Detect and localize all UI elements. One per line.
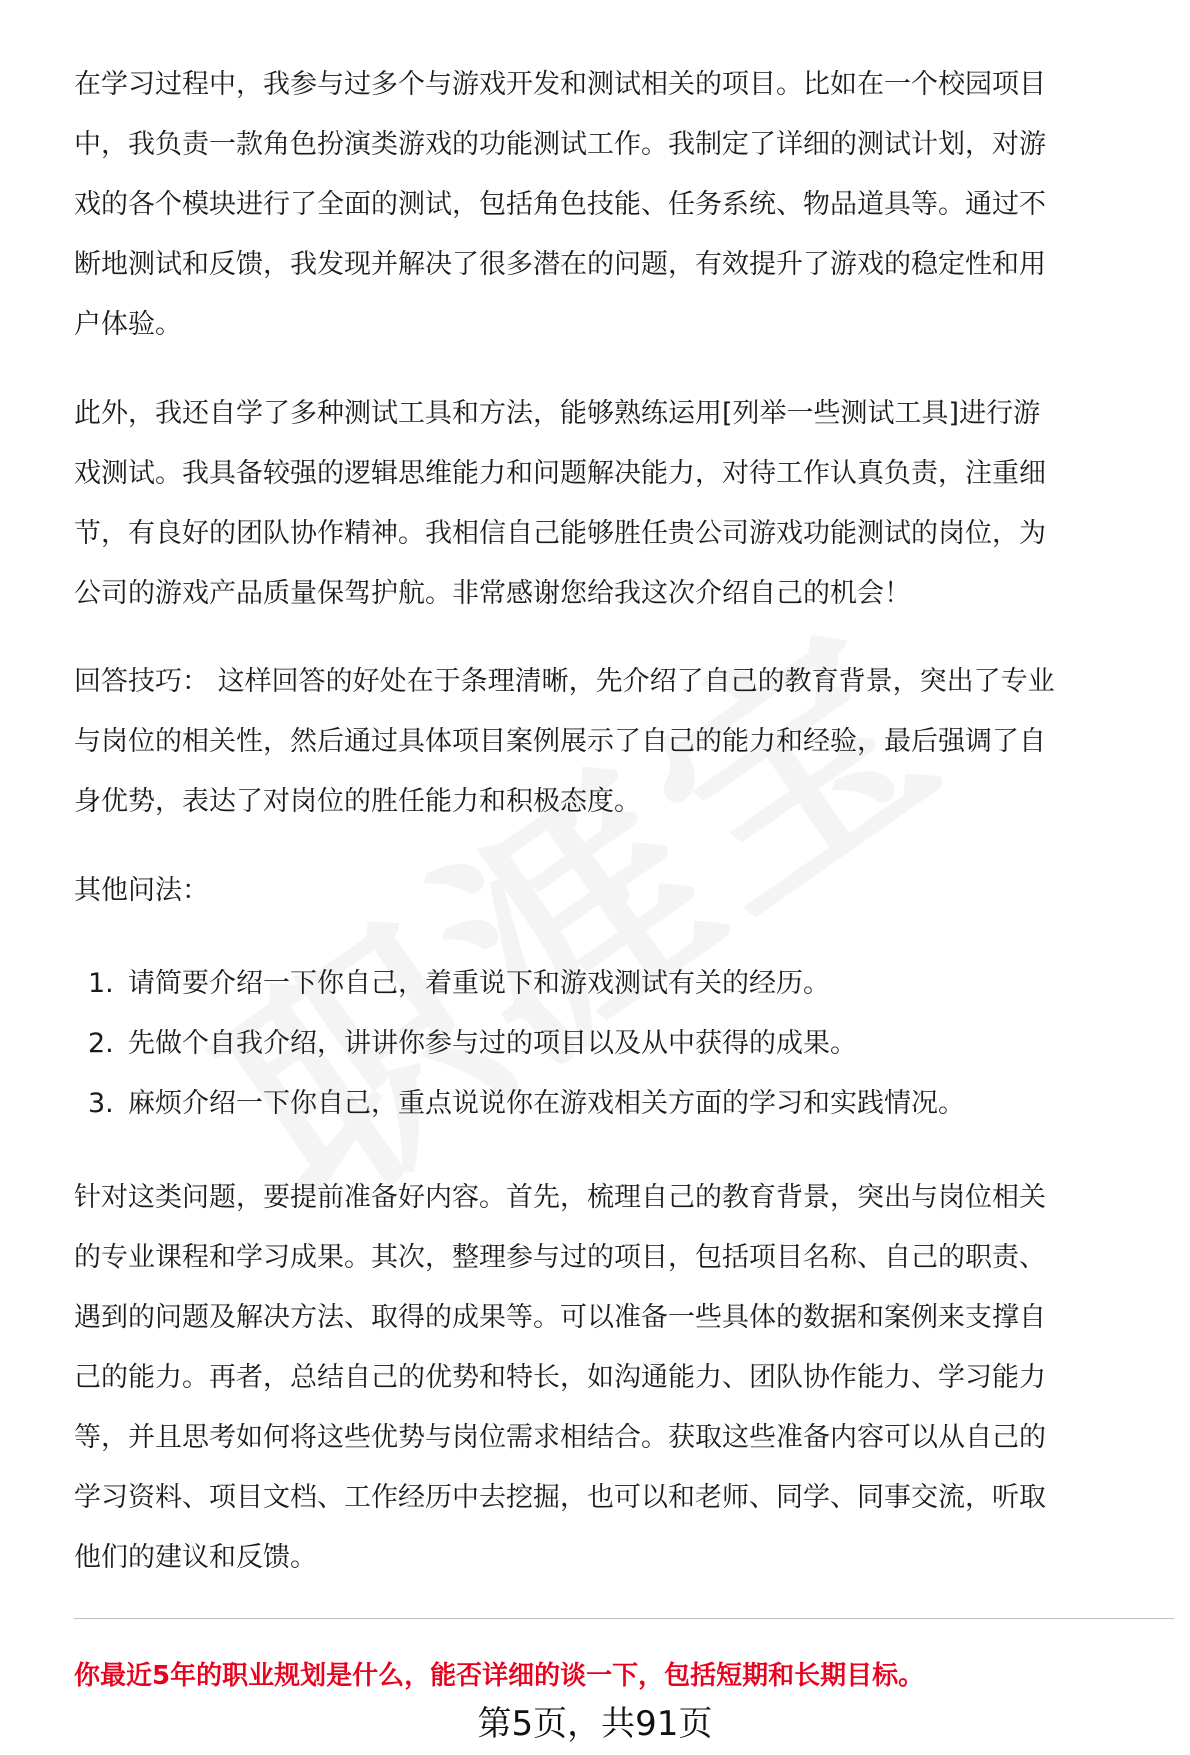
list-item-text: 请简要介绍一下你自己，着重说下和游戏测试有关的经历。: [128, 968, 830, 999]
list-item: [88, 1014, 965, 1074]
list-item-number: 3.: [88, 1088, 114, 1119]
paragraph-answer-tips: 回答技巧： 这样回答的好处在于条理清晰，先介绍了自己的教育背景，突出了专业 与岗位的相关性，然后通过具体项目案例展示了自己的能力和经验，最后强调了自 身优势，表达了对岗位的胜任能力和积极态度。: [74, 666, 1055, 817]
list-item-text: 麻烦介绍一下你自己，重点说说你在游戏相关方面的学习和实践情况。: [128, 1088, 965, 1119]
next-question-heading: 你最近5年的职业规划是什么，能否详细的谈一下，包括短期和长期目标。: [74, 1661, 925, 1691]
paragraph-other-phrasings-heading: 其他问法：: [74, 875, 209, 906]
section-divider: [74, 1618, 1174, 1619]
alternate-questions-list: [88, 954, 965, 1134]
page-number-footer: 第5页，共91页: [477, 1704, 713, 1744]
list-item-number: 1.: [88, 968, 114, 999]
paragraph-preparation-advice: 针对这类问题，要提前准备好内容。首先，梳理自己的教育背景，突出与岗位相关 的专业课程和学习成果。其次，整理参与过的项目，包括项目名称、自己的职责、 遇到的问题及解决方法、取得的成果等。可以准备一些具体的数据和案例来支撑自 己的能力。再者，总结自己的优势和特长，如沟通能力、团队协作能力、学习能力 等，并且思考如何将这些优势与岗位需求相结合。获取这些准备内容可以从自己的 学习资料、项目文档、工作经历中去挖掘，也可以和老师、同学、同事交流，听取 他们的建议和反馈。: [74, 1182, 1046, 1573]
paragraph-project-experience: 在学习过程中，我参与过多个与游戏开发和测试相关的项目。比如在一个校园项目 中，我负责一款角色扮演类游戏的功能测试工作。我制定了详细的测试计划，对游 戏的各个模块进行了全面的测试，包括角色技能、任务系统、物品道具等。通过不 断地测试和反馈，我发现并解决了很多潜在的问题，有效提升了游戏的稳定性和用 户体验。: [74, 69, 1046, 340]
paragraph-skills-summary: 此外，我还自学了多种测试工具和方法，能够熟练运用[列举一些测试工具]进行游 戏测试。我具备较强的逻辑思维能力和问题解决能力，对待工作认真负责，注重细 节，有良好的团队协作精神。我相信自己能够胜任贵公司游戏功能测试的岗位，为 公司的游戏产品质量保驾护航。非常感谢您给我这次介绍自己的机会！: [74, 398, 1046, 609]
list-item: [88, 1074, 965, 1134]
list-item-text: 先做个自我介绍，讲讲你参与过的项目以及从中获得的成果。: [128, 1028, 857, 1059]
list-item: [88, 954, 965, 1014]
list-item-number: 2.: [88, 1028, 114, 1059]
